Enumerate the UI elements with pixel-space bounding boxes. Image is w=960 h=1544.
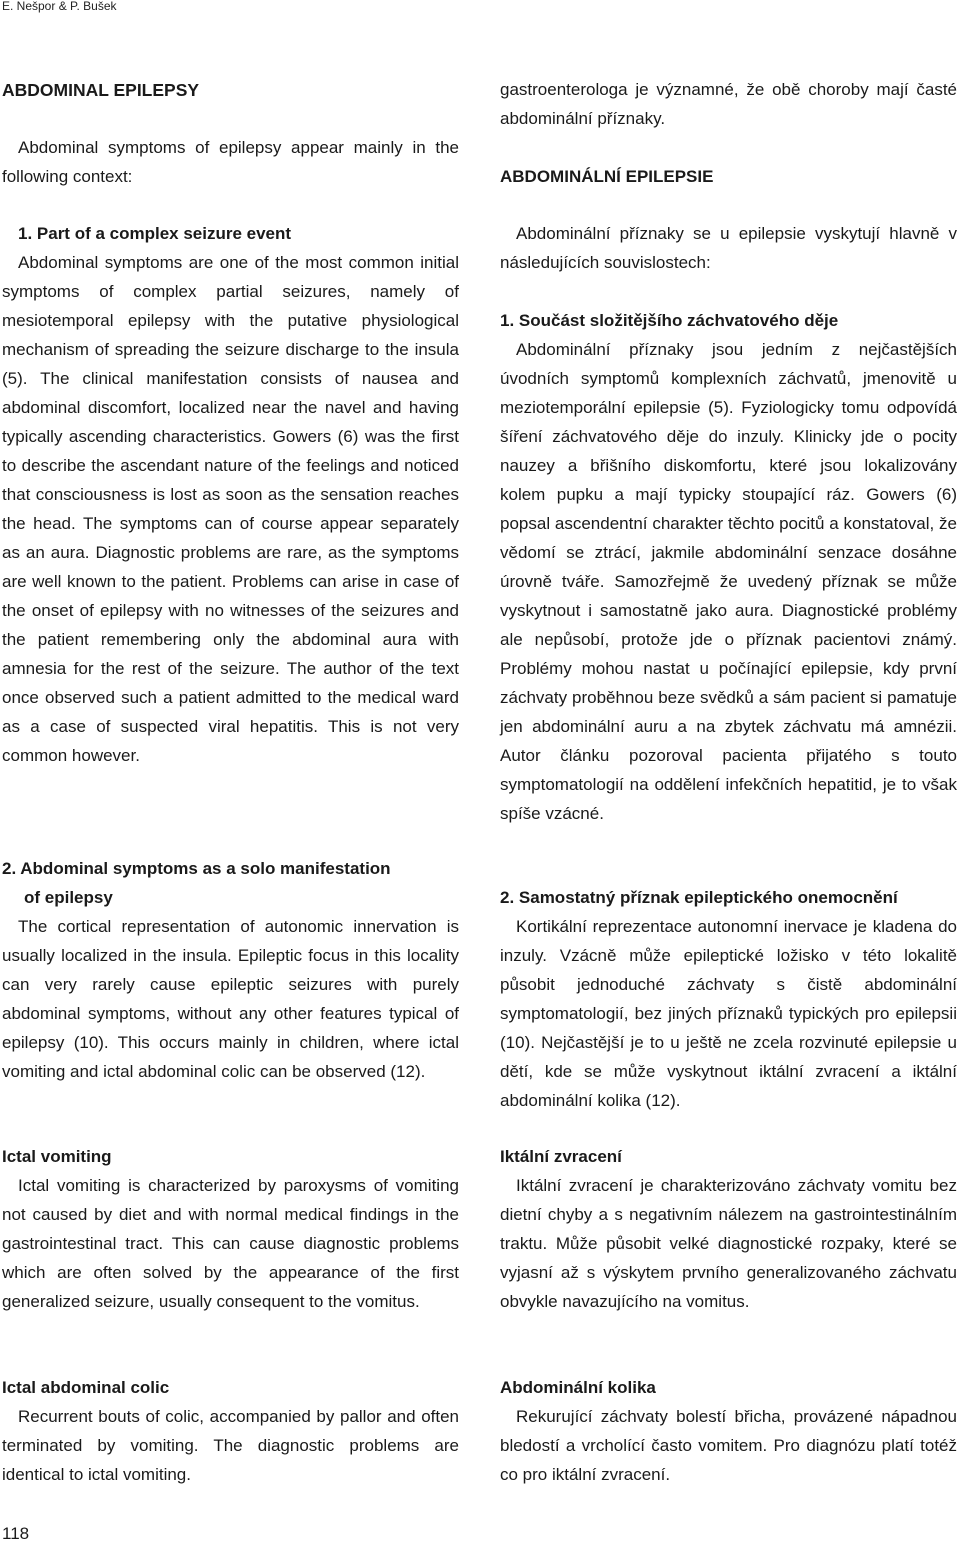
ictal-colic-heading-cz: Abdominální kolika [500, 1378, 656, 1397]
section2-body-en: The cortical representation of autonomic innervation is usually localized in the insula. Epileptic focus in this locality can very rarely cause epileptic seizures with purely abdominal symptoms, without any other features typical of epilepsy (10). This occurs mainly in children, where ictal vomiting and ictal abdominal colic can be observed (12). [2, 917, 459, 1081]
ictal-vomiting-body-cz: Iktální zvracení je charakterizováno záchvaty vomitu bez dietní chyby a s negativním nálezem na gastrointestinálním traktu. Může působit velké diagnostické rozpaky, které se vyjasní až s výskytem prvního generalizovaného záchvatu obvykle navazujícího na vomitus. [500, 1176, 957, 1311]
section1-heading-cz: 1. Součást složitějšího záchvatového děje [500, 311, 839, 330]
section1-body-en: Abdominal symptoms are one of the most common initial symptoms of complex partial seizures, namely of mesiotemporal epilepsy with the putative physiological mechanism of spreading the seizure discharge to the insula (5). The clinical manifestation consists of nausea and abdominal discomfort, localized near the navel and having typically ascending characteristics. Gowers (6) was the first to describe the ascendant nature of the feelings and noticed that consciousness is lost as soon as the sensation reaches the head. The symptoms can of course appear separately as an aura. Diagnostic problems are rare, as the symptoms are well known to the patient. Problems can arise in case of the onset of epilepsy with no witnesses of the seizures and the patient remembering only the abdominal aura with amnesia for the rest of the seizure. The author of the text once observed such a patient admitted to the medical ward as a case of suspected viral hepatitis. This is not very common however. [2, 253, 459, 765]
ictal-vomiting-body-en: Ictal vomiting is characterized by paroxysms of vomiting not caused by diet and with normal medical findings in the gastrointestinal tract. This can cause diagnostic problems which are often solved by the appearance of the first generalized seizure, usually consequent to the vomitus. [2, 1176, 459, 1311]
running-header: E. Nešpor & P. Bušek [2, 0, 117, 13]
article-title-en: ABDOMINAL EPILEPSY [2, 80, 200, 100]
ictal-vomiting-heading-en: Ictal vomiting [2, 1147, 112, 1166]
section1-heading-en: 1. Part of a complex seizure event [18, 224, 292, 243]
page-number: 118 [2, 1524, 30, 1543]
ictal-colic-body-cz: Rekurující záchvaty bolestí břicha, provázené nápadnou bledostí a vrcholící často vomitem. Pro diagnózu platí totéž co pro iktální zvracení. [500, 1407, 957, 1484]
section2-heading-en [2, 854, 459, 912]
section2-heading-line1-en: 2. Abdominal symptoms as a solo manifestation [2, 859, 391, 878]
intro-paragraph-cz: Abdominální příznaky se u epilepsie vyskytují hlavně v následujících souvislostech: [500, 224, 957, 272]
article-title-cz: ABDOMINÁLNÍ EPILEPSIE [500, 167, 714, 186]
section2-heading-line2-en: of epilepsy [24, 888, 113, 907]
intro-continuation-cz: gastroenterologa je významné, že obě choroby mají časté abdominální příznaky. [500, 80, 957, 128]
section1-body-cz: Abdominální příznaky jsou jedním z nejčastějších úvodních symptomů komplexních záchvatů, jmenovitě u meziotemporální epilepsie (5). Fyziologicky tomu odpovídá šíření záchvatového děje do inzuly. Klinicky jde o pocity nauzey a břišního diskomfortu, které jsou lokalizovány kolem pupku a mají typicky stoupající ráz. Gowers (6) popsal ascendentní charakter těchto pocitů a konstatoval, že vědomí se ztrácí, jakmile abdominální senzace dosáhne úrovně tváře. Samozřejmě že uvedený příznak se může vyskytnout i samostatně jako aura. Diagnostické problémy ale nepůsobí, protože jde o příznak pacientovi známý. Problémy mohou nastat u počínající epilepsie, kdy první záchvaty proběhnou beze svědků a sám pacient si pamatuje jen abdominální auru a na zbytek záchvatu má amnézii. Autor článku pozoroval pacienta přijatého s touto symptomatologií na oddělení infekčních hepatitid, je to však spíše vzácné. [500, 340, 957, 823]
section2-heading-cz: 2. Samostatný příznak epileptického onemocnění [500, 888, 898, 907]
intro-paragraph-en: Abdominal symptoms of epilepsy appear mainly in the following context: [2, 138, 459, 186]
ictal-colic-heading-en: Ictal abdominal colic [2, 1378, 170, 1397]
ictal-colic-body-en: Recurrent bouts of colic, accompanied by pallor and often terminated by vomiting. The diagnostic problems are identical to ictal vomiting. [2, 1407, 459, 1484]
ictal-vomiting-heading-cz: Iktální zvracení [500, 1147, 622, 1166]
section2-body-cz: Kortikální reprezentace autonomní inervace je kladena do inzuly. Vzácně může epileptické ložisko v této lokalitě působit jednoduché záchvaty s čistě abdominální symptomatologií, bez jiných příznaků typických pro epilepsii (10). Nejčastější je to u ještě ne zcela rozvinuté epilepsie u dětí, kde se může vyskytnout iktální zvracení a iktální abdominální kolika (12). [500, 917, 957, 1110]
